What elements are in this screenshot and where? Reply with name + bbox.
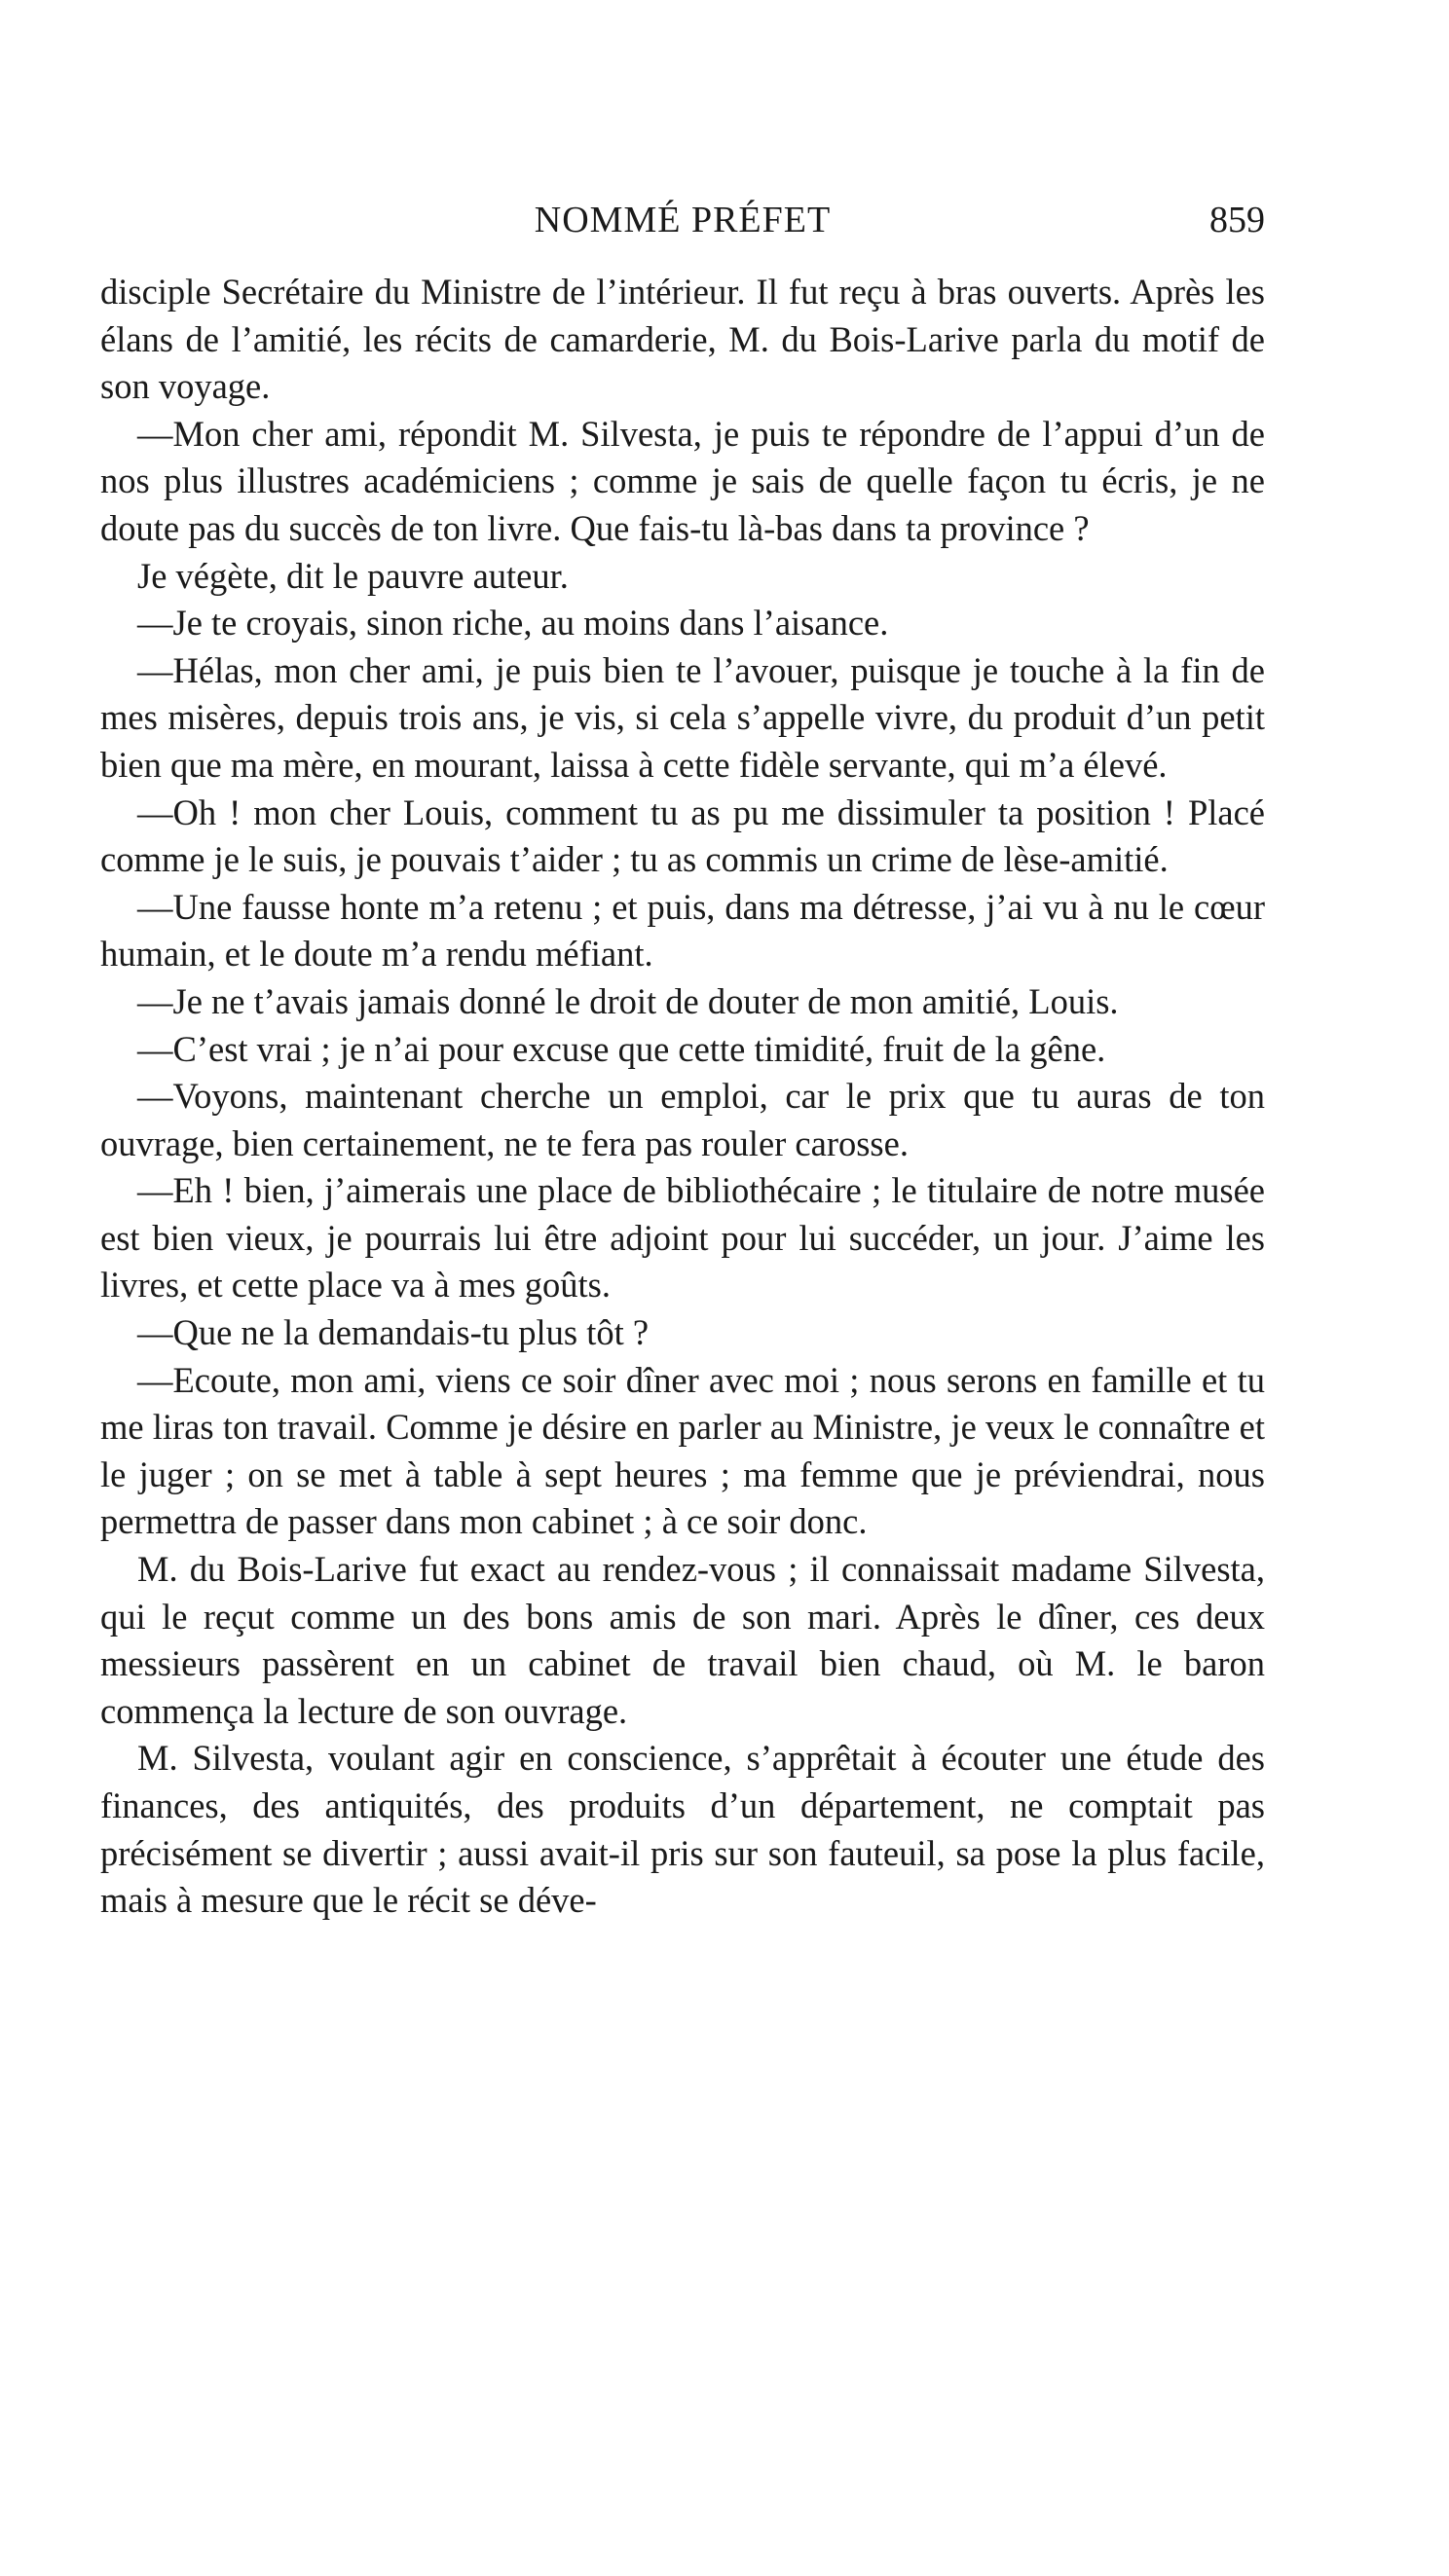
paragraph: —C’est vrai ; je n’ai pour excuse que cette timidité, fruit de la gêne.: [137, 1028, 1106, 1069]
paragraph: M. du Bois-Larive fut exact au rendez-vous ; il connaissait madame Silvesta, qui le reçut comme un des bons amis de son mari. Après le dîner, ces deux messieurs passèrent en un cabinet de travail bien chaud, où M. le baron commença la lecture de son ouvrage.: [100, 1549, 1265, 1731]
page-header: [100, 191, 1265, 249]
paragraph: —Hélas, mon cher ami, je puis bien te l’avouer, puisque je touche à la fin de mes misères, depuis trois ans, je vis, si cela s’appelle vivre, du produit d’un petit bien que ma mère, en mourant, laissa à cette fidèle servante, qui m’a élevé.: [100, 649, 1265, 785]
paragraph: —Voyons, maintenant cherche un emploi, car le prix que tu auras de ton ouvrage, bien certainement, ne te fera pas rouler carosse.: [100, 1076, 1265, 1163]
paragraph: —Oh ! mon cher Louis, comment tu as pu me dissimuler ta position ! Placé comme je le suis, je pouvais t’aider ; tu as commis un crime de lèse-amitié.: [100, 791, 1265, 880]
paragraph: —Ecoute, mon ami, viens ce soir dîner avec moi ; nous serons en famille et tu me liras ton travail. Comme je désire en parler au Ministre, je veux le connaître et le juger ; on se met à table à sept heures ; ma femme que je préviendrai, nous permettra de passer dans mon cabinet ; à ce soir donc.: [100, 1359, 1265, 1542]
paragraph: Je végète, dit le pauvre auteur.: [137, 555, 569, 596]
paragraph: —Que ne la demandais-tu plus tôt ?: [137, 1312, 650, 1353]
paragraph: —Je ne t’avais jamais donné le droit de douter de mon amitié, Louis.: [137, 980, 1119, 1021]
paragraph: —Je te croyais, sinon riche, au moins dans l’aisance.: [137, 603, 889, 644]
paragraph: —Mon cher ami, répondit M. Silvesta, je puis te répondre de l’appui d’un de nos plus illustres académiciens ; comme je sais de quelle façon tu écris, je ne doute pas du succès de ton livre. Que fais-tu là-bas dans ta province ?: [100, 413, 1265, 548]
paragraph: —Eh ! bien, j’aimerais une place de bibliothécaire ; le titulaire de notre musée est bien vieux, je pourrais lui être adjoint pour lui succéder, un jour. J’aime les livres, et cette place va à mes goûts.: [100, 1170, 1265, 1306]
paragraph: —Une fausse honte m’a retenu ; et puis, dans ma détresse, j’ai vu à nu le cœur humain, et le doute m’a rendu méfiant.: [100, 886, 1265, 975]
paragraph: disciple Secrétaire du Ministre de l’intérieur. Il fut reçu à bras ouverts. Après les élans de l’amitié, les récits de camarderie, M. du Bois-Larive parla du motif de son voyage.: [100, 272, 1265, 407]
running-title: NOMMÉ PRÉFET: [534, 200, 832, 240]
body-text: [100, 269, 1265, 1925]
paragraph: M. Silvesta, voulant agir en conscience, s’apprêtait à écouter une étude des finances, des antiquités, des produits d’un département, ne comptait pas précisément se divertir ; aussi avait-il pris sur son fauteuil, sa pose la plus facile, mais à mesure que le récit se déve-: [100, 1738, 1265, 1921]
page-number: 859: [1209, 200, 1265, 240]
